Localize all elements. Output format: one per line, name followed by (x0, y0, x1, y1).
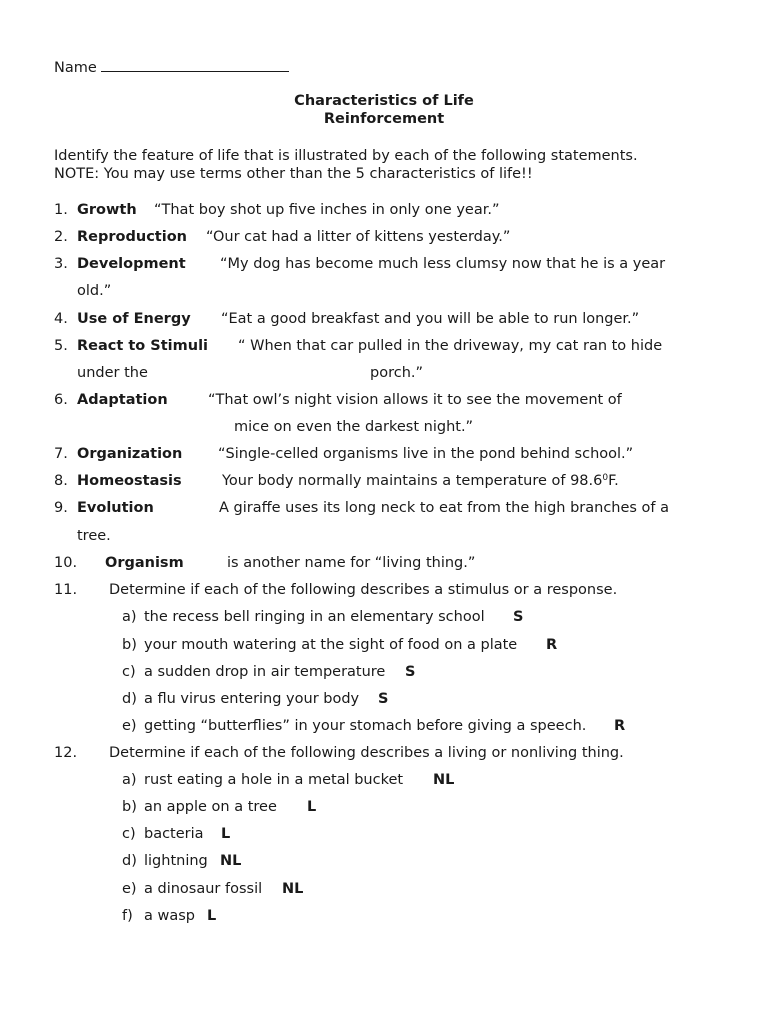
sub-item-answer: R (614, 718, 626, 734)
sub-item-answer: L (207, 908, 217, 924)
sub-item-letter: c) (122, 826, 136, 842)
sub-item-answer: L (307, 799, 317, 815)
item-statement-cont: old.” (77, 283, 112, 299)
item-number: 6. (54, 392, 68, 408)
item-number: 7. (54, 446, 68, 462)
item-statement: “That boy shot up five inches in only one year.” (154, 202, 500, 218)
degree-superscript: 0 (602, 473, 609, 483)
item-answer: Organization (77, 446, 183, 462)
sub-item-answer: S (378, 691, 389, 707)
item-statement: “That owl’s night vision allows it to see the movement of (208, 392, 622, 408)
item-statement: “My dog has become much less clumsy now that he is a year (220, 256, 666, 272)
instructions-line-1: Identify the feature of life that is illustrated by each of the following statements. (54, 148, 638, 164)
name-blank-line[interactable] (101, 57, 289, 72)
item-statement (222, 472, 619, 490)
sub-item-letter: f) (122, 908, 133, 924)
sub-item-text: your mouth watering at the sight of food on a plate (144, 637, 518, 653)
sub-item-answer: S (513, 609, 524, 625)
sub-item-letter: b) (122, 799, 137, 815)
item-statement: “ When that car pulled in the driveway, my cat ran to hide (238, 338, 663, 354)
question-prompt: Determine if each of the following describes a stimulus or a response. (109, 582, 618, 598)
sub-item-letter: c) (122, 664, 136, 680)
item-number: 9. (54, 500, 68, 516)
sub-item-letter: a) (122, 772, 137, 788)
item-answer: React to Stimuli (77, 338, 209, 354)
sub-item-text: getting “butterflies” in your stomach before giving a speech. (144, 718, 587, 734)
question-prompt: Determine if each of the following describes a living or nonliving thing. (109, 745, 624, 761)
item-answer: Development (77, 256, 186, 272)
question-number: 12. (54, 745, 78, 761)
sub-item-text: lightning (144, 853, 208, 869)
sub-item-letter: d) (122, 853, 137, 869)
item-number: 5. (54, 338, 68, 354)
item-answer: Growth (77, 202, 137, 218)
title: Characteristics of Life (294, 93, 474, 109)
item-number: 1. (54, 202, 68, 218)
name-field[interactable] (54, 57, 289, 77)
sub-item-letter: b) (122, 637, 137, 653)
item-number: 8. (54, 473, 68, 489)
instructions-line-2: NOTE: You may use terms other than the 5 characteristics of life!! (54, 166, 533, 182)
item-number: 2. (54, 229, 68, 245)
item-statement-cont: porch.” (370, 365, 424, 381)
item-statement: is another name for “living thing.” (227, 555, 476, 571)
sub-item-answer: R (546, 637, 558, 653)
item-statement: “Single-celled organisms live in the pond behind school.” (218, 446, 634, 462)
sub-item-text: an apple on a tree (144, 799, 277, 815)
item-statement: A giraffe uses its long neck to eat from the high branches of a (219, 500, 670, 516)
item-number: 10. (54, 555, 78, 571)
sub-item-text: a dinosaur fossil (144, 881, 263, 897)
sub-item-answer: S (405, 664, 416, 680)
item-answer: Adaptation (77, 392, 168, 408)
sub-item-text: a wasp (144, 908, 195, 924)
sub-item-answer: L (221, 826, 231, 842)
subtitle: Reinforcement (323, 111, 445, 127)
item-answer: Reproduction (77, 229, 187, 245)
item-number: 4. (54, 311, 68, 327)
item-statement-cont: mice on even the darkest night.” (234, 419, 474, 435)
item-statement-cont: tree. (77, 528, 111, 544)
item-statement: “Our cat had a litter of kittens yesterday.” (206, 229, 511, 245)
item-number: 3. (54, 256, 68, 272)
sub-item-answer: NL (433, 772, 455, 788)
sub-item-letter: e) (122, 718, 137, 734)
sub-item-letter: d) (122, 691, 137, 707)
name-label: Name (54, 60, 97, 76)
item-answer: Use of Energy (77, 311, 191, 327)
question-number: 11. (54, 582, 78, 598)
sub-item-answer: NL (220, 853, 242, 869)
sub-item-answer: NL (282, 881, 304, 897)
item-statement: “Eat a good breakfast and you will be able to run longer.” (221, 311, 640, 327)
sub-item-text: the recess bell ringing in an elementary school (144, 609, 485, 625)
sub-item-text: a flu virus entering your body (144, 691, 360, 707)
item-statement-text: Your body normally maintains a temperature of 98.6 (222, 473, 603, 489)
item-answer: Evolution (77, 500, 154, 516)
item-statement-cont: under the (77, 365, 148, 381)
item-statement-unit: F. (608, 473, 619, 489)
sub-item-text: a sudden drop in air temperature (144, 664, 386, 680)
sub-item-text: rust eating a hole in a metal bucket (144, 772, 404, 788)
sub-item-letter: a) (122, 609, 137, 625)
sub-item-letter: e) (122, 881, 137, 897)
sub-item-text: bacteria (144, 826, 204, 842)
item-answer: Organism (105, 555, 184, 571)
item-answer: Homeostasis (77, 473, 182, 489)
